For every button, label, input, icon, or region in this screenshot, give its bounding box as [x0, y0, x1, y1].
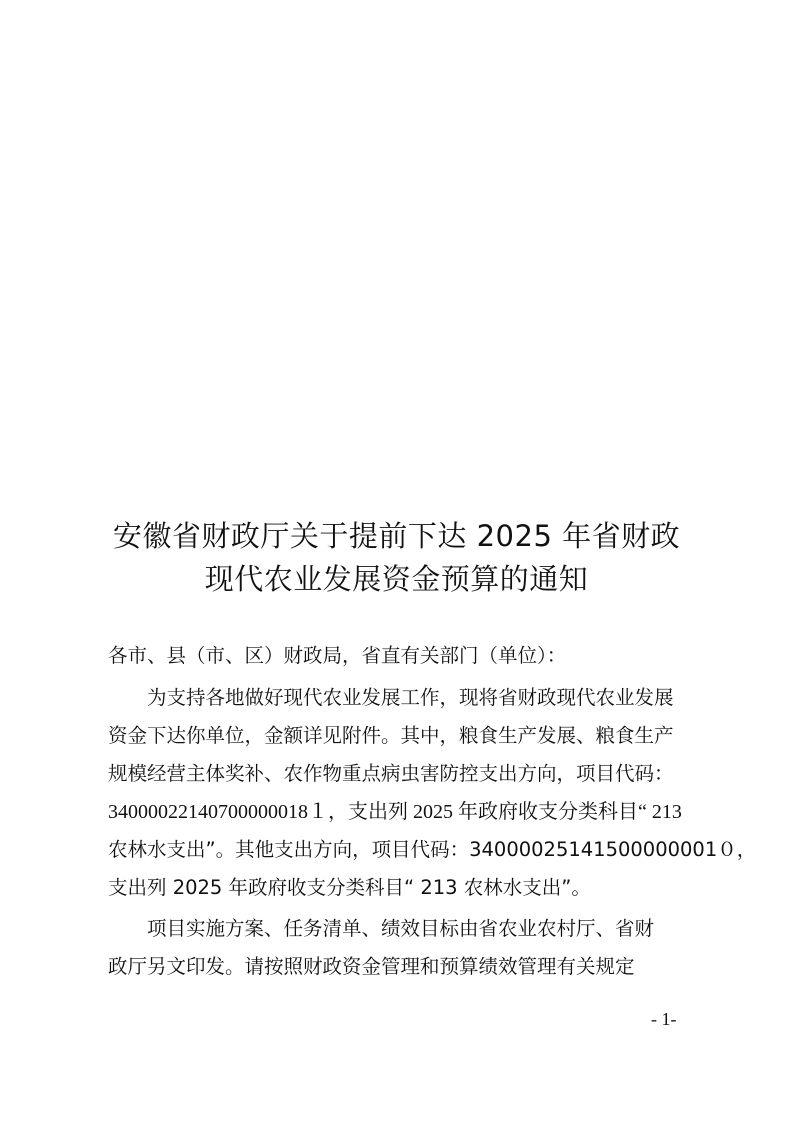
- paragraph-1-line-3: 规模经营主体奖补、农作物重点病虫害防控支出方向，项目代码：: [108, 762, 674, 785]
- paragraph-1-line-2: 资金下达你单位，金额详见附件。其中，粮食生产发展、粮食生产: [108, 724, 674, 747]
- salutation: 各市、县（市、区）财政局，省直有关部门（单位）：: [108, 644, 567, 667]
- page-number: - 1-: [651, 1009, 677, 1029]
- paragraph-1-line-4: 34000022140700000018１，支出列 2025 年政府收支分类科目“ 213: [108, 801, 682, 823]
- paragraph-2-line-1: 项目实施方案、任务清单、绩效目标由省农业农村厅、省财: [147, 917, 655, 940]
- document-title-line-2: 现代农业发展资金预算的通知: [204, 562, 589, 596]
- document-title-line-1: 安徽省财政厅关于提前下达 2025 年省财政: [112, 519, 681, 553]
- paragraph-1-line-5: 农林水支出”。其他支出方向，项目代码：34000025141500000001０，: [108, 838, 757, 861]
- paragraph-1-line-6: 支出列 2025 年政府收支分类科目“ 213 农林水支出”。: [108, 876, 591, 899]
- paragraph-1-line-1: 为支持各地做好现代农业发展工作，现将省财政现代农业发展: [147, 686, 674, 709]
- paragraph-2-line-2: 政厅另文印发。请按照财政资金管理和预算绩效管理有关规定: [108, 955, 635, 978]
